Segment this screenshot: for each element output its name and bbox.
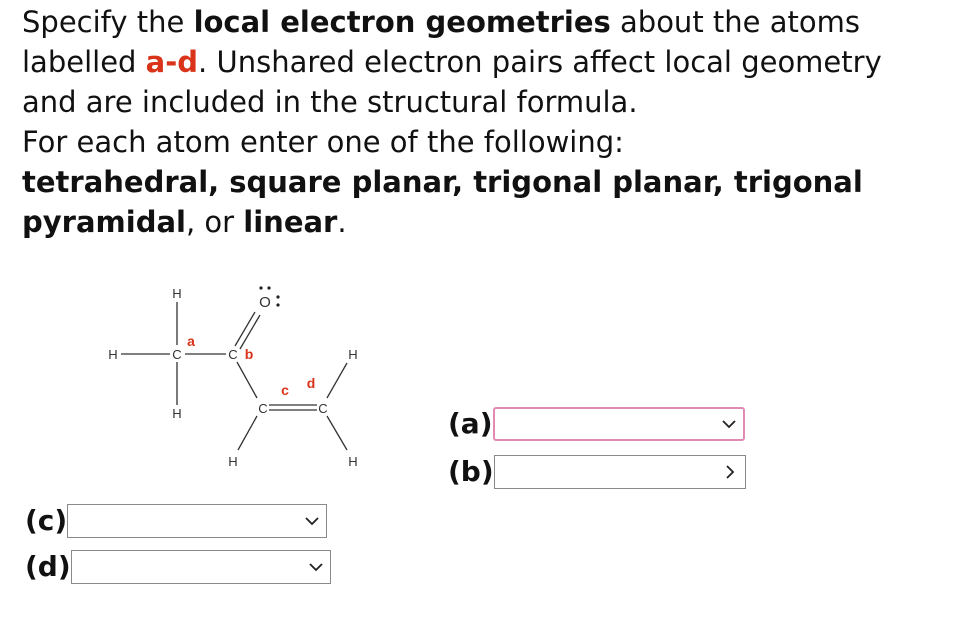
answer-select-c[interactable] [67,504,327,538]
atom-h-bottom-a: H [172,406,182,421]
atom-c-a: C [172,347,182,362]
atom-h-d-bottom: H [348,454,358,469]
label-d: d [306,375,316,391]
chevron-right-icon [723,456,739,488]
answer-select-d[interactable] [71,550,331,584]
question-text [22,2,942,242]
question-line-4: For each atom enter one of the following: [22,125,624,159]
question-line-3: and are included in the structural formula. [22,85,638,119]
answer-label-d: (d) [25,550,71,583]
bond-cb-cc [237,362,257,398]
atom-c-d: C [318,401,328,416]
lone-pair-dot [267,286,270,289]
answer-label-b: (b) [448,455,494,488]
atoms [108,286,357,469]
bond-cd-htop [327,363,347,398]
structural-formula [95,270,375,470]
chevron-down-icon [308,551,324,583]
atom-o: O [259,294,271,311]
answer-row-b [448,455,746,489]
label-c: c [281,382,289,398]
atom-h-d-top: H [348,347,358,362]
atom-c-c: C [258,401,268,416]
bond-cd-hbottom [327,416,347,450]
lone-pair-dot [276,295,279,298]
answer-row-a [448,407,745,441]
atom-h-left: H [108,347,118,362]
answer-row-c [25,504,327,538]
lone-pair-dot [259,286,262,289]
atom-range-highlight: a-d [145,45,199,79]
answer-label-a: (a) [448,407,493,440]
label-b: b [244,346,254,362]
question-line-2: labelled a-d. Unshared electron pairs affect local geometry [22,45,882,79]
options-line-2: pyramidal, or linear. [22,205,347,239]
atom-h-c: H [228,454,238,469]
chevron-down-icon [721,409,737,439]
options-line-1: tetrahedral, square planar, trigonal planar, trigonal [22,165,863,199]
answer-select-a[interactable] [493,407,745,441]
answer-row-d [25,550,331,584]
chevron-down-icon [304,505,320,537]
lone-pair-dot [276,303,279,306]
answer-select-b[interactable] [494,455,746,489]
label-a: a [187,333,195,349]
emphasis-local-geometries: local electron geometries [193,5,611,39]
answer-label-c: (c) [25,504,68,537]
bond-cc-h [238,416,257,450]
question-line-1: Specify the local electron geometries about the atoms [22,5,860,39]
atom-c-b: C [228,347,238,362]
atom-h-top: H [172,286,182,301]
